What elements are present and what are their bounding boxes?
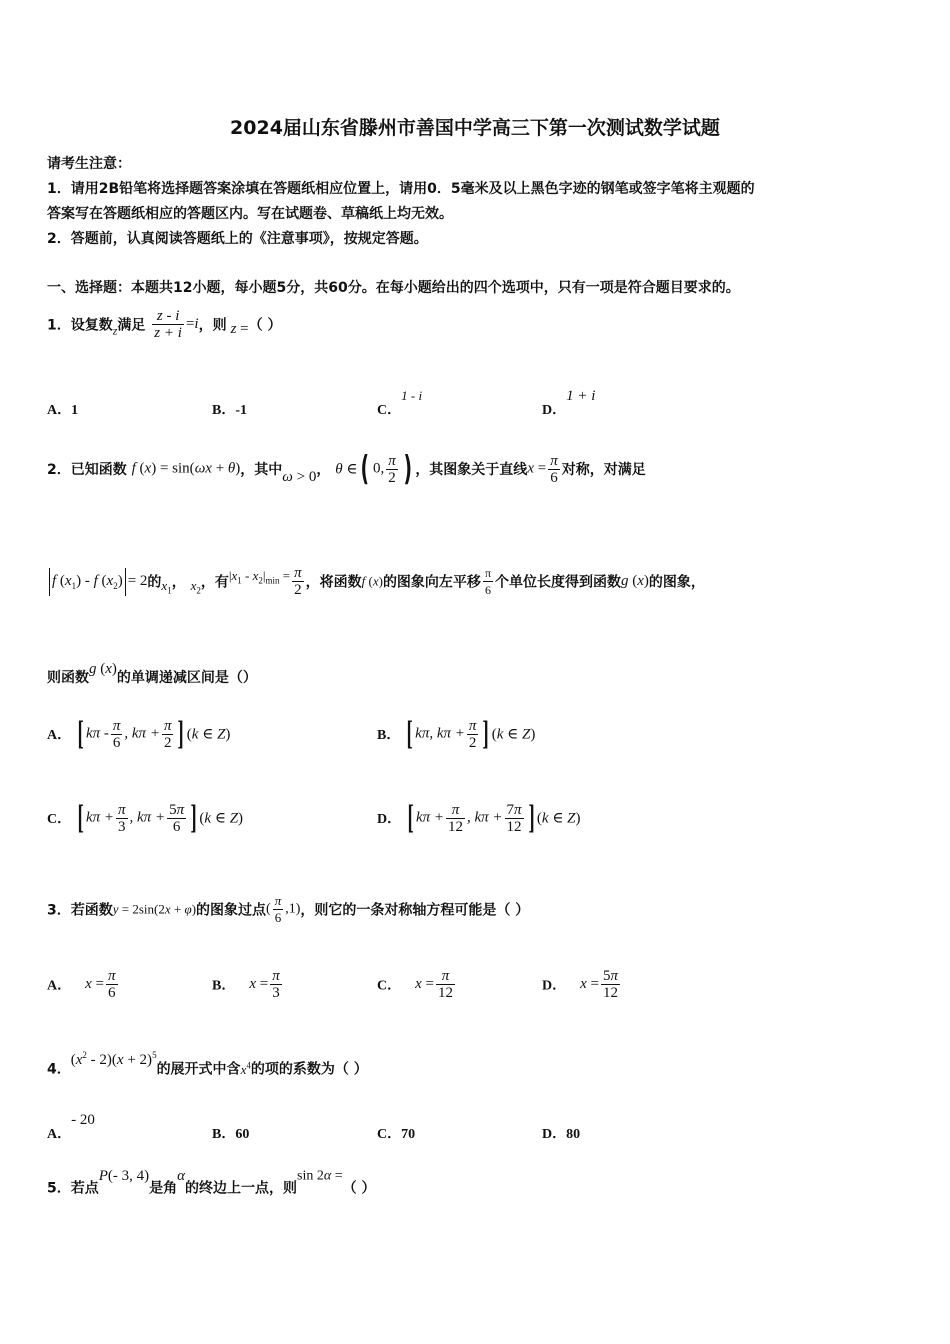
q2-c-bracket-left: [: [77, 799, 84, 836]
q3-option-b[interactable]: [212, 968, 284, 1001]
q5-mid2: 的终边上一点，则: [185, 1180, 298, 1197]
q2-eq-2: = 2: [127, 573, 148, 589]
notice-line-3: 2．答题前，认真阅读答题纸上的《注意事项》，按规定答题。: [47, 231, 428, 247]
q2-d-domain: (k ∈ Z): [536, 810, 581, 827]
q2-b-kpi: kπ, kπ +: [415, 725, 465, 742]
q5-sin2a: sin 2α =: [297, 1168, 343, 1184]
q4-post: 的项的系数为（ ）: [250, 1061, 368, 1078]
q2-l3a: 则函数: [47, 670, 89, 686]
q3-d-x: x =: [580, 976, 600, 992]
q2-option-c-label: C．: [47, 812, 72, 827]
q5-post: （ ）: [342, 1180, 376, 1197]
q2-abs-left: [49, 568, 50, 596]
q3-option-b-label: B．: [212, 978, 236, 994]
q2-b-pi-over-2: $\frac{\pi}{2}$: [468, 717, 477, 751]
q2-gx: g (x): [621, 573, 649, 589]
q2-shift-pi-over-6: $\frac{\pi}{6}$: [484, 566, 491, 597]
q2-option-a-label: A．: [47, 728, 72, 743]
q2-a-bracket-left: [: [77, 715, 84, 752]
q1-option-b[interactable]: B．-1: [212, 403, 247, 418]
q5-prefix: 5．若点: [47, 1180, 99, 1197]
q2-theta-range: θ ∈: [335, 461, 358, 478]
q2-omega: ω > 0: [282, 469, 317, 485]
q1-z-eq: z =: [230, 320, 249, 337]
q1-option-d-value: 1 + i: [566, 388, 596, 404]
q2-c-kpi: kπ +: [85, 809, 114, 826]
q2-option-a[interactable]: [47, 717, 230, 751]
q2-t3: ，其图象关于直线: [415, 462, 528, 478]
q2-d-bracket-right: ]: [528, 799, 535, 836]
q2-a-domain: (k ∈ Z): [186, 726, 231, 743]
q4-option-b[interactable]: B．60: [212, 1127, 250, 1142]
q2-l2e: 的图象向左平移: [382, 574, 481, 591]
q3-b-x: x =: [249, 976, 269, 992]
question-2-line-3: [47, 661, 257, 687]
q1-option-c-value: 1 - i: [401, 388, 423, 403]
q4-option-a[interactable]: [47, 1112, 95, 1143]
q2-pi-over-2: $\frac{\pi}{2}$: [388, 452, 396, 486]
question-2-line-1: [47, 449, 646, 489]
q5-point: P(- 3, 4): [98, 1168, 150, 1184]
notice-line-2: 答案写在答题纸相应的答题区内。写在试题卷、草稿纸上均无效。: [47, 206, 453, 222]
q1-post: ，则: [198, 317, 227, 334]
q2-d-7pi-over-12: $\frac{7\pi}{12}$: [506, 801, 522, 835]
q3-mid: 的图象过点: [196, 902, 267, 919]
q3-prefix: 3．若函数: [47, 902, 113, 919]
q3-d-frac: $\frac{5\pi}{12}$: [603, 968, 619, 1001]
q3-option-a-label: A．: [47, 978, 72, 994]
q3-option-d[interactable]: [542, 968, 622, 1001]
q1-fraction: $\frac{z - i}{z + i}$: [154, 308, 182, 341]
q1-option-d[interactable]: [542, 388, 596, 419]
q3-option-c[interactable]: [377, 968, 457, 1001]
q2-fx: f (x): [361, 573, 383, 589]
q2-a-pi-over-6: $\frac{\pi}{6}$: [112, 717, 121, 751]
q1-option-c[interactable]: [377, 388, 423, 419]
question-5: [47, 1168, 376, 1198]
q1-option-a[interactable]: A．1: [47, 403, 79, 418]
q3-point-y: ,1): [285, 901, 301, 917]
q3-point-pi-over-6: $\frac{\pi}{6}$: [274, 893, 282, 925]
notice-heading: 请考生注意：: [47, 156, 131, 172]
q1-mid: 满足: [117, 317, 146, 334]
q3-point: (: [266, 901, 271, 917]
q2-min-pi-over-2: $\frac{\pi}{2}$: [294, 565, 302, 598]
q5-alpha: α: [177, 1168, 186, 1184]
q2-b-bracket-left: [: [406, 715, 413, 752]
q2-d-pi-over-12: $\frac{\pi}{12}$: [448, 801, 463, 835]
q2-paren-left: (: [360, 449, 370, 489]
q2-a-pi-over-2: $\frac{\pi}{2}$: [163, 717, 172, 751]
q3-a-frac: $\frac{\pi}{6}$: [108, 968, 116, 1001]
q2-option-d[interactable]: [377, 801, 581, 835]
q4-option-a-value: - 20: [71, 1112, 95, 1128]
q2-t4: 对称，对满足: [561, 462, 646, 478]
q2-c-domain: (k ∈ Z): [199, 810, 244, 827]
q1-eq-i: =i: [185, 316, 199, 332]
q2-t2: ，: [316, 462, 331, 478]
q2-l2f: 个单位长度得到函数: [495, 574, 621, 591]
q2-x-eq: x =: [527, 460, 547, 477]
q2-x1: $x_1$: [161, 577, 172, 596]
q1-end: （ ）: [248, 317, 282, 334]
q2-l2b: ，: [171, 574, 186, 591]
q2-a-kpi: kπ -: [85, 725, 109, 742]
q4-x4: $x^4$: [240, 1060, 251, 1077]
q3-c-x: x =: [415, 976, 435, 992]
q2-l3b: 的单调递减区间是（）: [116, 670, 257, 686]
q2-d-kpi: kπ +: [415, 809, 444, 826]
q2-d-bracket-left: [: [407, 799, 414, 836]
q2-b-bracket-right: ]: [482, 715, 490, 752]
q3-option-d-label: D．: [542, 978, 567, 994]
q2-function: f (x) = sin(ωx + θ): [131, 460, 241, 477]
q1-option-c-label: C．: [377, 403, 402, 418]
q3-c-frac: $\frac{\pi}{12}$: [438, 968, 454, 1001]
q2-l2c: ，有: [200, 574, 229, 591]
q2-d-kpi-plus: , kπ +: [467, 809, 503, 826]
q2-l2d: ，将函数: [305, 574, 362, 591]
q2-a-kpi-plus: , kπ +: [124, 725, 160, 742]
q2-l2g: 的图象，: [648, 574, 705, 591]
question-4: [47, 1050, 368, 1079]
q2-b-domain: (k ∈ Z): [491, 726, 536, 743]
q4-expression: $(x^2 - 2)(x + 2)^5$: [70, 1050, 157, 1068]
q4-option-d[interactable]: D．80: [542, 1127, 581, 1142]
q2-a-bracket-right: ]: [178, 715, 185, 752]
q3-option-c-label: C．: [377, 978, 402, 994]
q2-option-b[interactable]: [377, 717, 535, 751]
q2-zero: 0,: [373, 460, 385, 477]
q2-abs-expr: f $(x_1)$ - f $(x_2)$: [52, 572, 123, 591]
q2-c-bracket-right: ]: [190, 799, 197, 836]
q3-a-x: x =: [85, 976, 105, 992]
q4-option-a-label: A．: [47, 1127, 72, 1142]
q2-paren-right: ): [403, 449, 412, 489]
section-heading: 一、选择题：本题共12小题，每小题5分，共60分。在每小题给出的四个选项中，只有一项是符合题目要求的。: [47, 280, 740, 296]
q3-post: ，则它的一条对称轴方程可能是（ ）: [300, 902, 530, 919]
question-3: [47, 893, 529, 926]
q4-mid: 的展开式中含: [156, 1061, 241, 1078]
q2-gx-2: g (x): [89, 661, 117, 677]
q2-c-kpi-plus: , kπ +: [129, 809, 166, 826]
question-1: [47, 308, 282, 341]
q1-prefix: 1．设复数: [47, 317, 113, 334]
q1-var-z: z: [112, 323, 118, 338]
q2-t1: ，其中: [240, 462, 283, 478]
q3-option-a[interactable]: [47, 968, 120, 1001]
q4-option-c[interactable]: C．70: [377, 1127, 416, 1142]
q2-x2: $x_2$: [190, 577, 201, 596]
q3-b-frac: $\frac{\pi}{3}$: [272, 968, 280, 1001]
q2-prefix: 2．已知函数: [47, 462, 127, 478]
q2-option-b-label: B．: [377, 728, 401, 743]
q4-number: 4．: [47, 1061, 71, 1078]
q2-abs-right: [125, 568, 126, 596]
page-title: 2024届山东省滕州市善国中学高三下第一次测试数学试题: [230, 117, 720, 139]
q2-pi-over-6: $\frac{\pi}{6}$: [550, 452, 558, 486]
q5-mid: 是角: [149, 1180, 178, 1197]
q2-l2a: 的: [147, 574, 162, 591]
q2-min-expr: $|x_1 - x_2|_{min}$ =: [228, 567, 291, 586]
q3-function: y = 2sin(2x + φ): [112, 901, 197, 917]
q2-option-c[interactable]: [47, 801, 243, 835]
q2-c-5pi-over-6: $\frac{5\pi}{6}$: [169, 801, 185, 835]
q2-c-pi-over-3: $\frac{\pi}{3}$: [118, 801, 126, 835]
q1-option-d-label: D．: [542, 403, 567, 418]
q2-option-d-label: D．: [377, 812, 402, 827]
question-2-line-2: [47, 565, 705, 598]
notice-line-1: 1．请用2B铅笔将选择题答案涂填在答题纸相应位置上，请用0．5毫米及以上黑色字迹的钢笔或签字笔将主观题的: [47, 181, 755, 197]
